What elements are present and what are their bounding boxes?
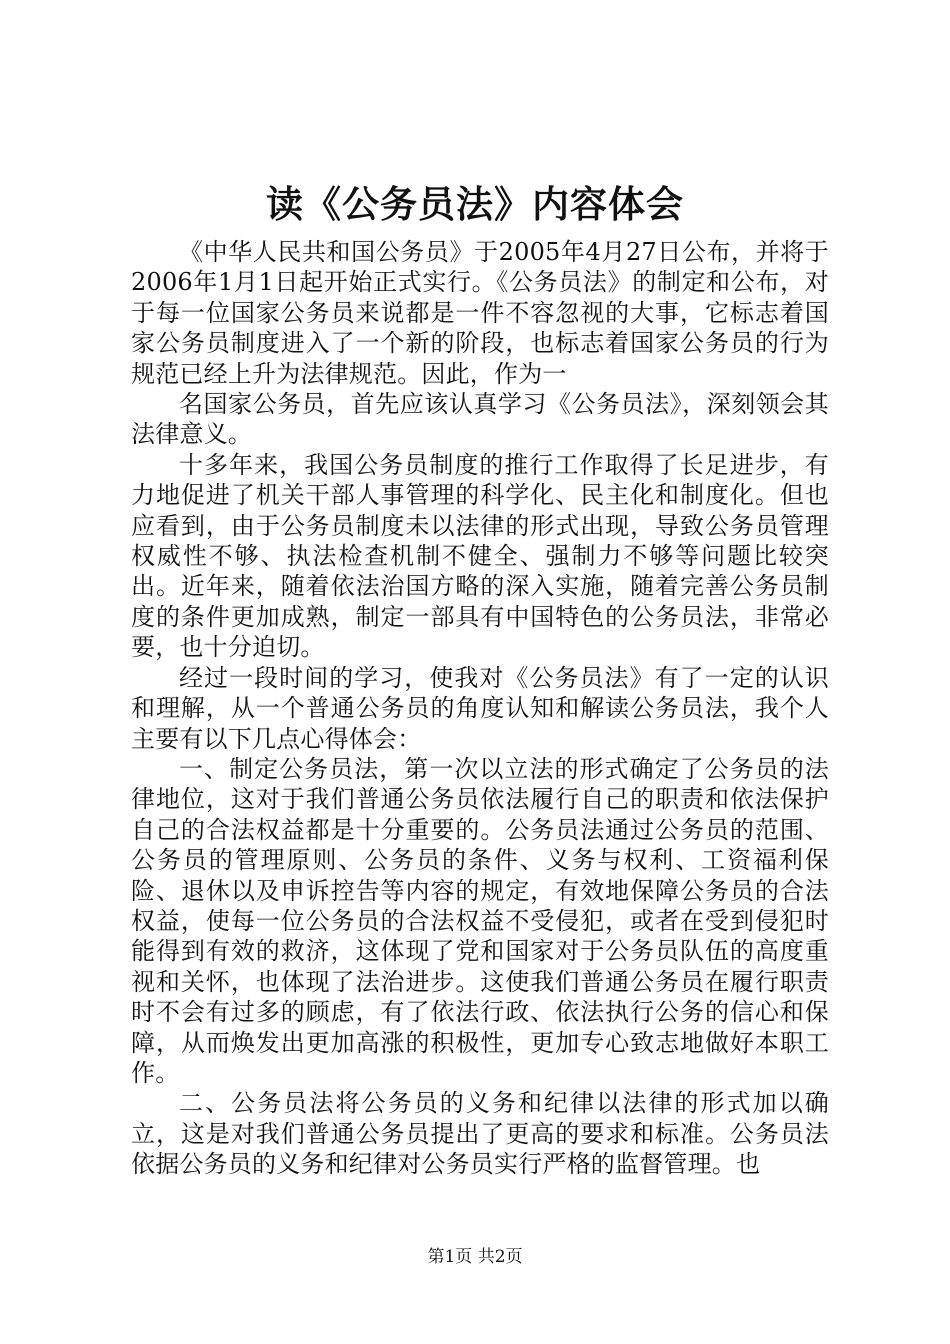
document-body xyxy=(131,237,829,1180)
paragraph: 一、制定公务员法，第一次以立法的形式确定了公务员的法律地位，这对于我们普通公务员依法履行自己的职责和依法保护自己的合法权益都是十分重要的。公务员法通过公务员的范围、公务员的管理原则、公务员的条件、义务与权利、工资福利保险、退休以及申诉控告等内容的规定，有效地保障公务员的合法权益，使每一位公务员的合法权益不受侵犯，或者在受到侵犯时能得到有效的救济，这体现了党和国家对于公务员队伍的高度重视和关怀，也体现了法治进步。这使我们普通公务员在履行职责时不会有过多的顾虑，有了依法行政、依法执行公务的信心和保障，从而焕发出更加高涨的积极性，更加专心致志地做好本职工作。 xyxy=(131,754,829,1087)
paragraph: 十多年来，我国公务员制度的推行工作取得了长足进步，有力地促进了机关干部人事管理的科学化、民主化和制度化。但也应看到，由于公务员制度未以法律的形式出现，导致公务员管理权威性不够、执法检查机制不健全、强制力不够等问题比较突出。近年来，随着依法治国方略的深入实施，随着完善公务员制度的条件更加成熟，制定一部具有中国特色的公务员法，非常必要，也十分迫切。 xyxy=(131,450,829,662)
paragraph: 经过一段时间的学习，使我对《公务员法》有了一定的认识和理解，从一个普通公务员的角度认知和解读公务员法，我个人主要有以下几点心得体会： xyxy=(131,663,829,753)
paragraph: 《中华人民共和国公务员》于2005年4月27日公布，并将于2006年1月1日起开始正式实行。《公务员法》的制定和公布，对于每一位国家公务员来说都是一件不容忽视的大事，它标志着国家公务员制度进入了一个新的阶段，也标志着国家公务员的行为规范已经上升为法律规范。因此，作为一 xyxy=(131,238,829,388)
document-title: 读《公务员法》内容体会 xyxy=(266,183,684,226)
page-number-footer: 第1页 共2页 xyxy=(427,1247,523,1267)
paragraph: 名国家公务员，首先应该认真学习《公务员法》，深刻领会其法律意义。 xyxy=(131,390,829,449)
paragraph: 二、公务员法将公务员的义务和纪律以法律的形式加以确立，这是对我们普通公务员提出了更高的要求和标准。公务员法依据公务员的义务和纪律对公务员实行严格的监督管理。也 xyxy=(131,1089,829,1179)
